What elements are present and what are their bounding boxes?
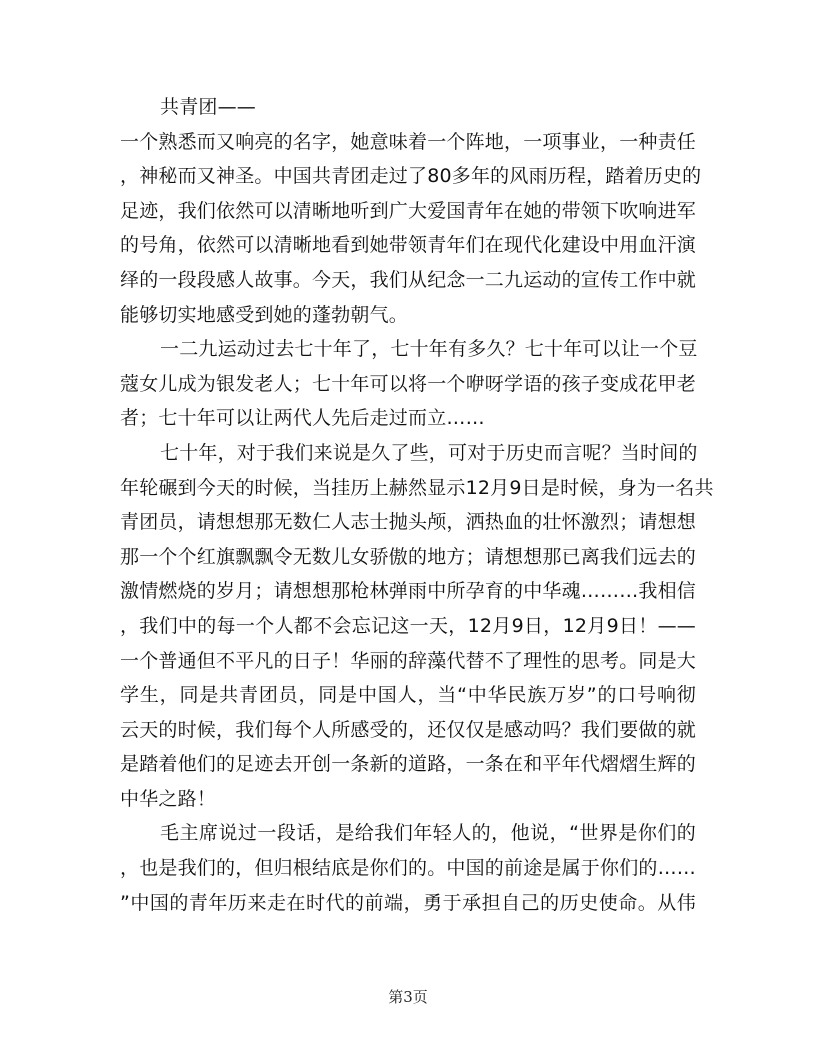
paragraph (120, 332, 696, 436)
text-line: 云天的时候，我们每个人所感受的，还仅仅是感动吗？我们要做的就 (120, 718, 697, 741)
text-line: 七十年，对于我们来说是久了些，可对于历史而言呢？当时间的 (160, 441, 698, 464)
text-line: 一个普通但不平凡的日子！华丽的辞藻代替不了理性的思考。同是大 (120, 649, 697, 672)
text-line: 者；七十年可以让两代人先后走过而立…… (120, 407, 485, 430)
text-line: ，神秘而又神圣。中国共青团走过了80多年的风雨历程，踏着历史的 (120, 165, 702, 188)
text-line: 能够切实地感受到她的蓬勃朝气。 (120, 303, 409, 326)
text-line: ”中国的青年历来走在时代的前端，勇于承担自己的历史使命。从伟 (120, 891, 696, 914)
text-line: 绎的一段段感人故事。今天，我们从纪念一二九运动的宣传工作中就 (120, 268, 697, 291)
text-line: 蔻女儿成为银发老人；七十年可以将一个咿呀学语的孩子变成花甲老 (120, 372, 697, 395)
text-line: 中华之路！ (120, 787, 217, 810)
text-line: 是踏着他们的足迹去开创一条新的道路，一条在和平年代熠熠生辉的 (120, 753, 697, 776)
text-line: 学生，同是共青团员，同是中国人，当“中华民族万岁”的口号响彻 (120, 684, 696, 707)
paragraph (120, 436, 714, 817)
paragraph (120, 816, 696, 920)
text-line: 一个熟悉而又响亮的名字，她意味着一个阵地，一项事业，一种责任 (120, 130, 697, 153)
text-line: 毛主席说过一段话，是给我们年轻人的，他说，“世界是你们的 (160, 822, 696, 845)
text-line: 青团员，请想想那无数仁人志士抛头颅，洒热血的壮怀激烈；请想想 (120, 511, 697, 534)
text-line: 激情燃烧的岁月；请想想那枪林弹雨中所孕育的中华魂………我相信 (120, 580, 697, 603)
page-number: 第3页 (388, 988, 428, 1006)
text-line: 足迹，我们依然可以清晰地听到广大爱国青年在她的带领下吹响进军 (120, 199, 697, 222)
paragraph (120, 125, 702, 333)
text-line: 那一个个红旗飘飘令无数儿女骄傲的地方；请想想那已离我们远去的 (120, 545, 697, 568)
text-line: 一二九运动过去七十年了，七十年有多久？七十年可以让一个豆 (160, 338, 698, 361)
paragraph (120, 90, 696, 125)
document-body (120, 90, 714, 920)
text-line: ，我们中的每一个人都不会忘记这一天，12月9日，12月9日！—— (120, 614, 696, 637)
text-line: 年轮碾到今天的时候，当挂历上赫然显示12月9日是时候，身为一名共 (120, 476, 714, 499)
text-line: 共青团—— (160, 96, 257, 118)
text-line: ，也是我们的，但归根结底是你们的。中国的前途是属于你们的…… (120, 857, 697, 880)
text-line: 的号角，依然可以清晰地看到她带领青年们在现代化建设中用血汗演 (120, 234, 697, 257)
